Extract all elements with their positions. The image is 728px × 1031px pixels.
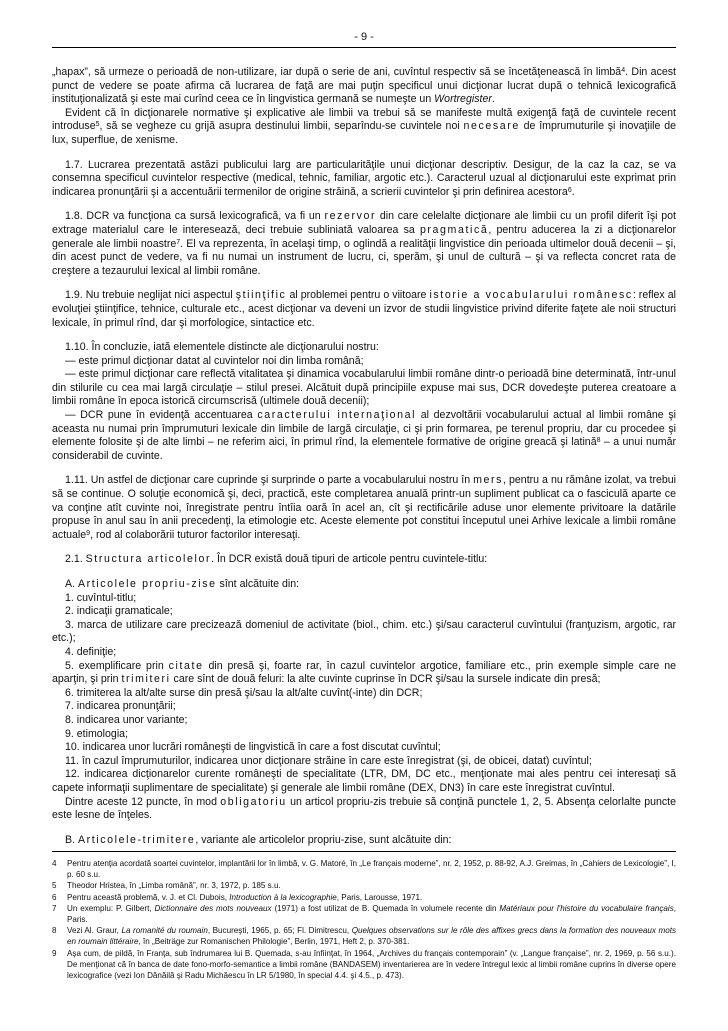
footnote-number: 5	[52, 881, 57, 891]
subsection-heading: A. Articolele propriu-zise sînt alcătuite din:	[65, 578, 300, 590]
list-item: 5. exemplificare prin citate din presă şi, foarte rar, în cazul cuvintelor argotice, familiare etc., prin exemple simple care ne aparţin, şi prin trimiteri care sînt de două feluri: la alte cuvinte cuprinse în DCR şi/sau la sursele indicate din presă;	[52, 659, 676, 686]
footnote: 7 Un exemplu: P. Gilbert, Dictionnaire des mots nouveaux (1971) a fost utilizat de B. Quemada în volumele recente din Matériaux pour l'histoire du vocabulaire français, Paris.	[52, 903, 676, 925]
footnotes	[52, 858, 676, 981]
footnote-ref: 9	[86, 529, 91, 537]
header-rule	[52, 47, 676, 48]
footnote-ref: 8	[596, 437, 601, 445]
footnote-number: 4	[52, 859, 57, 868]
paragraph: Evident că în dicţionarele normative şi explicative ale limbii va trebui să se manifeste multă exigenţă faţă de cuvintele recent introduse$^5$, să se vegheze cu grijă asupra destinului limbii, separîndu-se cuvintele noi necesare de împrumuturile şi inovaţiile de lux, superflue, de xenisme.	[52, 106, 676, 146]
list-item: 1. cuvîntul-titlu;	[65, 591, 137, 604]
footnote-ref: 6	[567, 186, 572, 194]
footnote-ref: 7	[176, 238, 181, 246]
page-number: - 9 -	[354, 31, 374, 43]
subsection-heading: B. Articolele-trimitere, variante ale articolelor propriu-zise, sunt alcătuite din:	[65, 833, 452, 846]
body-text	[52, 66, 676, 847]
list-item: 11. în cazul împrumuturilor, indicarea unor dicţionare străine în care este înregistrat (şi, de obicei, datat) cuvîntul;	[65, 754, 592, 767]
list-item: 9. etimologia;	[65, 727, 129, 740]
list-item: 2. indicaţii gramaticale;	[65, 605, 173, 618]
footnote-number: 9	[52, 948, 57, 958]
list-item: — DCR pune în evidenţă accentuarea caracterului internaţional al dezvoltării vocabularului actual al limbii române şi aceasta nu numai prin împrumuturi lexicale din limbile de largă circulaţie, ci şi prin formarea, pe terenul propriu, dar cu procedee şi elemente folosite şi de alte limbi – ne referim aici, în primul rînd, la elementele formative de origine greacă şi latină$^8$ – a unui număr considerabil de cuvinte.	[52, 409, 677, 462]
list-item: 10. indicarea unor lucrări româneşti de lingvistică în care a fost discutat cuvîntul;	[65, 741, 441, 754]
paragraph: 1.7. Lucrarea prezentată astăzi publicului larg are particularităţile unui dicţionar descriptiv. Desigur, de la caz la caz, se va consemna specificul cuvintelor respective (medical, tehnic, familiar, argotic etc.). Caracterul uzual al dicţionarului este exprimat prin indicarea pronunţării şi a accentuării termenilor de origine străină, a scrierii cuvintelor şi prin definirea acestora$^6$.	[52, 158, 676, 198]
paragraph: 1.10. În concluzie, iată elementele distincte ale dicţionarului nostru:	[65, 341, 379, 354]
footnote-number: 6	[52, 892, 57, 902]
paragraph: 1.9. Nu trebuie neglijat nici aspectul ştiinţific al problemei pentru o viitoare istorie a vocabularului românesc: reflex al evoluţiei ştiinţifice, tehnice, culturale etc., acest dicţionar va deveni un izvor de studii lingvistice privind diferite faţete ale noii structuri lexicale, în primul rînd, dar şi morfologice, sintactice etc.	[52, 289, 676, 329]
footnote-rule	[52, 851, 676, 852]
list-item: 6. trimiterea la alt/alte surse din presă şi/sau la alt/alte cuvînt(-inte) din DCR;	[65, 686, 423, 699]
list-item: 8. indicarea unor variante;	[65, 713, 188, 726]
footnote: 4 Pentru atenţia acordată soartei cuvintelor, implantării lor în limbă, v. G. Matoré, în „Le français moderne”, nr. 2, 1952, p. 88-92, A.J. Greimas, în „Cahiers de Lexicologie”, I, p. 60 s.u.	[52, 859, 676, 880]
list-item: 12. indicarea dicţionarelor curente româneşti de specialitate (LTR, DM, DC etc., menţionate mai ales pentru cei interesaţi să capete informaţii suplimentare de specialitate) şi generale ale limbii române (DEX, DN3) în care este înregistrat cuvîntul.	[52, 768, 676, 794]
paragraph: „hapax”, să urmeze o perioadă de non-utilizare, iar după o serie de ani, cuvîntul respectiv să se încetăţenească în limbă$^4$. Din acest punct de vedere se poate afirma că lucrarea de faţă are mai puţin specificul unui dicţionar lucrat după o tehnică lexicografică instituţionalizată şi este mai curînd ceea ce în lingvistica germană se numeşte un Wortregister.	[52, 66, 676, 106]
list-item: — este primul dicţionar care reflectă vitalitatea şi dinamica vocabularului limbii române dintr-o perioadă bine determinată, într-unul din stilurile cu cea mai largă circulaţie – stilul presei. Alcătuit după principiile expuse mai sus, DCR dovedeşte puterea creatoare a limbii române în epoca istorică circumscrisă (ultimele două decenii);	[52, 368, 676, 408]
footnote-number: 8	[52, 926, 57, 936]
list-item: 3. marca de utilizare care precizează domeniul de activitate (biol., chim. etc.) şi/sau caracterul cuvîntului (franţuzism, argotic, rar etc.);	[52, 618, 676, 645]
list-item: — este primul dicţionar datat al cuvintelor noi din limba română;	[65, 354, 364, 367]
footnote: 6 Pentru această problemă, v. J. et Cl. Dubois, Introduction à la lexicographie, Paris, Larousse, 1971.	[52, 892, 423, 902]
section-heading: 2.1. Structura articolelor. În DCR există două tipuri de articole pentru cuvintele-titlu:	[65, 553, 488, 566]
footnote-ref: 5	[95, 121, 100, 129]
list-item: 7. indicarea pronunţării;	[65, 700, 176, 713]
footnote-ref: 4	[621, 67, 626, 74]
footnote: 9 Aşa cum, de pildă, în Franţa, sub îndrumarea lui B. Quemada, s-au înfiinţat, în 1964, „Archives du français contemporain” (v. „Langue française”, nr. 2, 1969, p. 56 s.u.). De menţionat că în banca de date fono-morfo-semantice a limbii române (BANDASEM) inventarierea are în vedere întregul lexic al limbii române cuprins în diverse opere lexicografice (vezi Ion Dănăilă şi Radu Michăescu în LR 5/1980, în special 4.4. şi 4.5., p. 473).	[52, 948, 676, 981]
list-item: 4. definiţie;	[65, 645, 117, 658]
paragraph: 1.11. Un astfel de dicţionar care cuprinde şi surprinde o parte a vocabularului nostru în mers, pentru a nu rămâne izolat, va trebui să se continue. O soluţie economică şi, deci, practică, este completarea anuală printr-un supliment publicat ca o fasciculă aparte ce va conţine atît cuvinte noi, înregistrate pentru întîia oară în acel an, cît şi rectificările aduse unor elemente privitoare la datările propuse în anul sau în anii precedenţi, la etimologie etc. Aceste elemente pot constitui începutul unei Arhive lexicale a limbii române actuale$^9$, rod al colaborării tuturor factorilor interesaţi.	[52, 474, 676, 541]
footnote-number: 7	[52, 903, 57, 913]
paragraph: Dintre aceste 12 puncte, în mod obligatoriu un articol propriu-zis trebuie să conţină punctele 1, 2, 5. Absenţa celorlalte puncte este lesne de înţeles.	[52, 795, 677, 822]
footnote: 8 Vezi Al. Graur, La romanité du roumain, Bucureşti, 1965, p. 65; Fl. Dimitrescu, Quelques observations sur le rôle des affixes grecs dans la formation des nouveaux mots en roumain littéraire, în „Beiträge zur Romanischen Philologie”, Berlin, 1971, Heft 2, p. 370-381.	[52, 926, 676, 947]
footnote: 5 Theodor Hristea, în „Limba română”, nr. 3, 1972, p. 185 s.u.	[52, 881, 281, 891]
paragraph: 1.8. DCR va funcţiona ca sursă lexicografică, va fi un rezervor din care celelalte dicţionare ale limbii cu un profil diferit îşi pot extrage materialul care le interesează, deci trebuie subliniată valoarea sa pragmatică, pentru aducerea la zi a dicţionarelor generale ale limbii noastre$^7$. El va reprezenta, în acelaşi timp, o oglindă a realităţii lingvistice din perioada ultimelor două decenii – şi, din acest punct de vedere, va fi nu numai un instrument de lucru, ci, sperăm, şi unul de cultură – şi va reflecta concret rata de creştere a tezaurului lexical al limbii române.	[52, 210, 677, 277]
